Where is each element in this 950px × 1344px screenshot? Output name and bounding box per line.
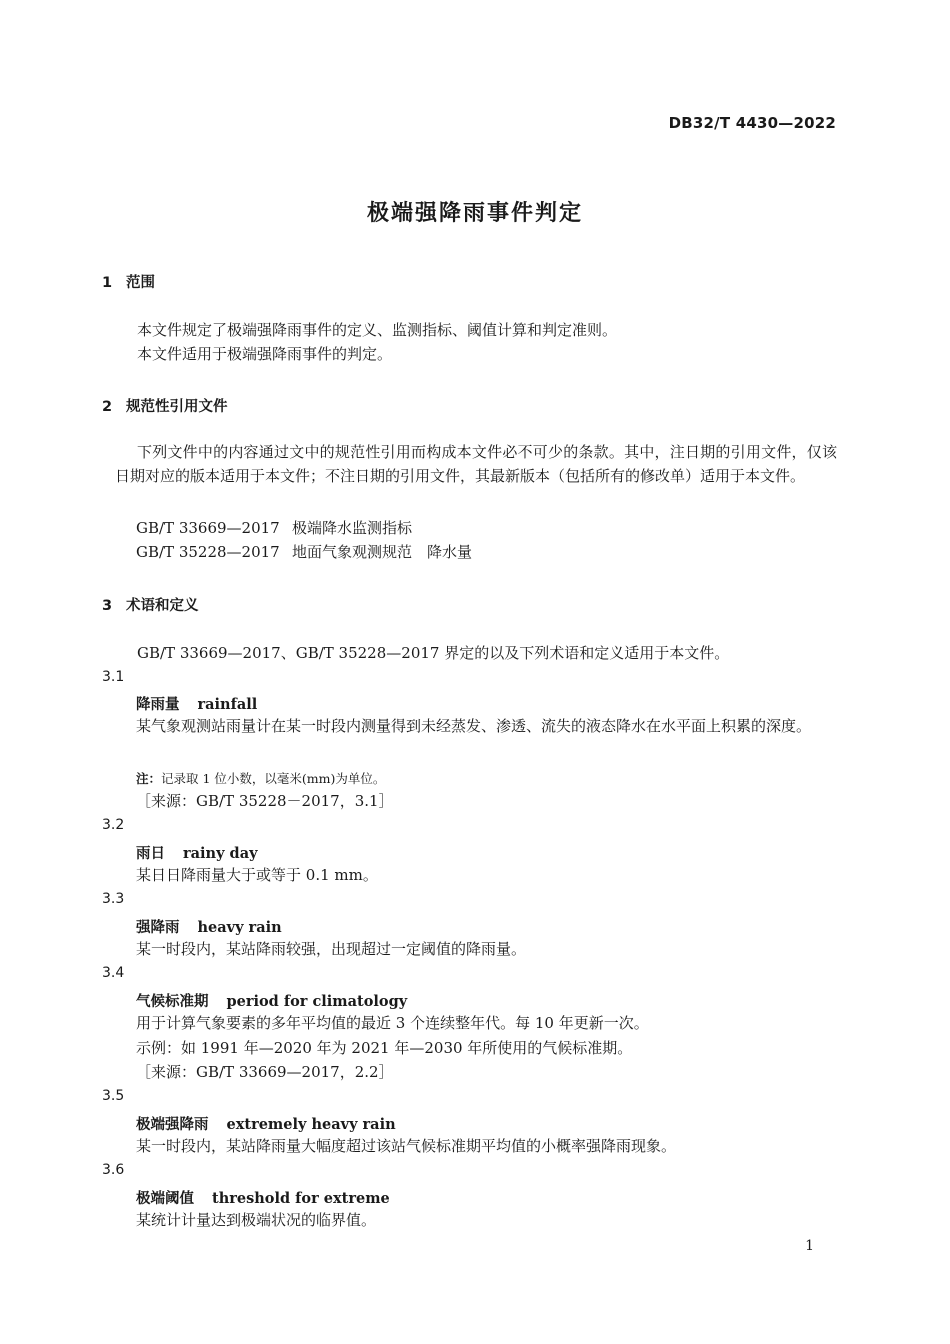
- paragraph: 本文件规定了极端强降雨事件的定义、监测指标、阈值计算和判定准则。: [137, 321, 618, 339]
- term-heading: [136, 1187, 390, 1208]
- term-zh: 降雨量: [136, 697, 180, 713]
- term-zh: 极端强降雨: [136, 1117, 209, 1133]
- reference-code: GB/T 35228—2017: [136, 543, 280, 561]
- term-source: ［来源：GB/T 33669—2017，2.2］: [136, 1063, 394, 1081]
- section-number: 1: [102, 275, 113, 291]
- section-title: 规范性引用文件: [126, 399, 228, 415]
- reference-line: [136, 516, 412, 540]
- term-source: ［来源：GB/T 35228－2017，3.1］: [136, 792, 394, 810]
- paragraph: GB/T 33669—2017、GB/T 35228—2017 界定的以及下列术语和定义适用于本文件。: [137, 644, 730, 662]
- term-en: rainfall: [197, 696, 258, 713]
- reference-line: [136, 540, 472, 564]
- term-number: 3.4: [102, 965, 125, 981]
- term-definition: 某一时段内，某站降雨量大幅度超过该站气候标准期平均值的小概率强降雨现象。: [136, 1137, 677, 1155]
- paragraph: 下列文件中的内容通过文中的规范性引用而构成本文件必不可少的条款。其中，注日期的引用文件，仅该日期对应的版本适用于本文件；不注日期的引用文件，其最新版本（包括所有的修改单）适用于本文件。: [115, 443, 837, 485]
- term-number: 3.2: [102, 817, 125, 833]
- term-definition: 某日日降雨量大于或等于 0.1 mm。: [136, 866, 378, 884]
- term-definition: 用于计算气象要素的多年平均值的最近 3 个连续整年代。每 10 年更新一次。: [136, 1014, 649, 1032]
- reference-title: 极端降水监测指标: [292, 519, 413, 537]
- term-heading: [136, 1113, 396, 1134]
- term-note: [136, 769, 385, 787]
- reference-title: 地面气象观测规范 降水量: [292, 543, 473, 561]
- section-title: 术语和定义: [126, 598, 199, 614]
- term-number: 3.1: [102, 669, 125, 685]
- term-heading: [136, 842, 258, 863]
- term-definition: 某统计计量达到极端状况的临界值。: [136, 1211, 377, 1229]
- term-definition: 某一时段内，某站降雨较强，出现超过一定阈值的降雨量。: [136, 940, 527, 958]
- term-definition: 某气象观测站雨量计在某一时段内测量得到未经蒸发、渗透、流失的液态降水在水平面上积累的深度。: [136, 717, 812, 735]
- section-1-heading: [102, 271, 155, 292]
- term-number: 3.5: [102, 1088, 125, 1104]
- term-zh: 极端阈值: [136, 1191, 194, 1207]
- term-en: period for climatology: [226, 993, 408, 1010]
- term-en: heavy rain: [197, 919, 282, 936]
- term-heading: [136, 916, 282, 937]
- section-2-heading: [102, 395, 228, 416]
- section-number: 3: [102, 598, 113, 614]
- reference-code: GB/T 33669—2017: [136, 519, 280, 537]
- page-number: 1: [805, 1238, 814, 1254]
- standard-code: DB32/T 4430—2022: [668, 114, 836, 132]
- paragraph: 本文件适用于极端强降雨事件的判定。: [137, 345, 393, 363]
- term-en: threshold for extreme: [212, 1190, 390, 1207]
- section-title: 范围: [126, 275, 155, 291]
- term-number: 3.3: [102, 891, 125, 907]
- section-number: 2: [102, 399, 113, 415]
- term-zh: 雨日: [136, 846, 165, 862]
- term-zh: 强降雨: [136, 920, 180, 936]
- term-en: extremely heavy rain: [226, 1116, 396, 1133]
- term-example: 示例：如 1991 年—2020 年为 2021 年—2030 年所使用的气候标准期。: [136, 1039, 633, 1057]
- term-zh: 气候标准期: [136, 994, 209, 1010]
- note-label: 注：: [136, 771, 162, 786]
- note-text: 记录取 1 位小数，以毫米(mm)为单位。: [161, 771, 386, 786]
- section-3-heading: [102, 594, 199, 615]
- term-heading: [136, 990, 407, 1011]
- term-heading: [136, 693, 257, 714]
- term-en: rainy day: [183, 845, 258, 862]
- document-title: 极端强降雨事件判定: [366, 201, 583, 226]
- term-number: 3.6: [102, 1162, 125, 1178]
